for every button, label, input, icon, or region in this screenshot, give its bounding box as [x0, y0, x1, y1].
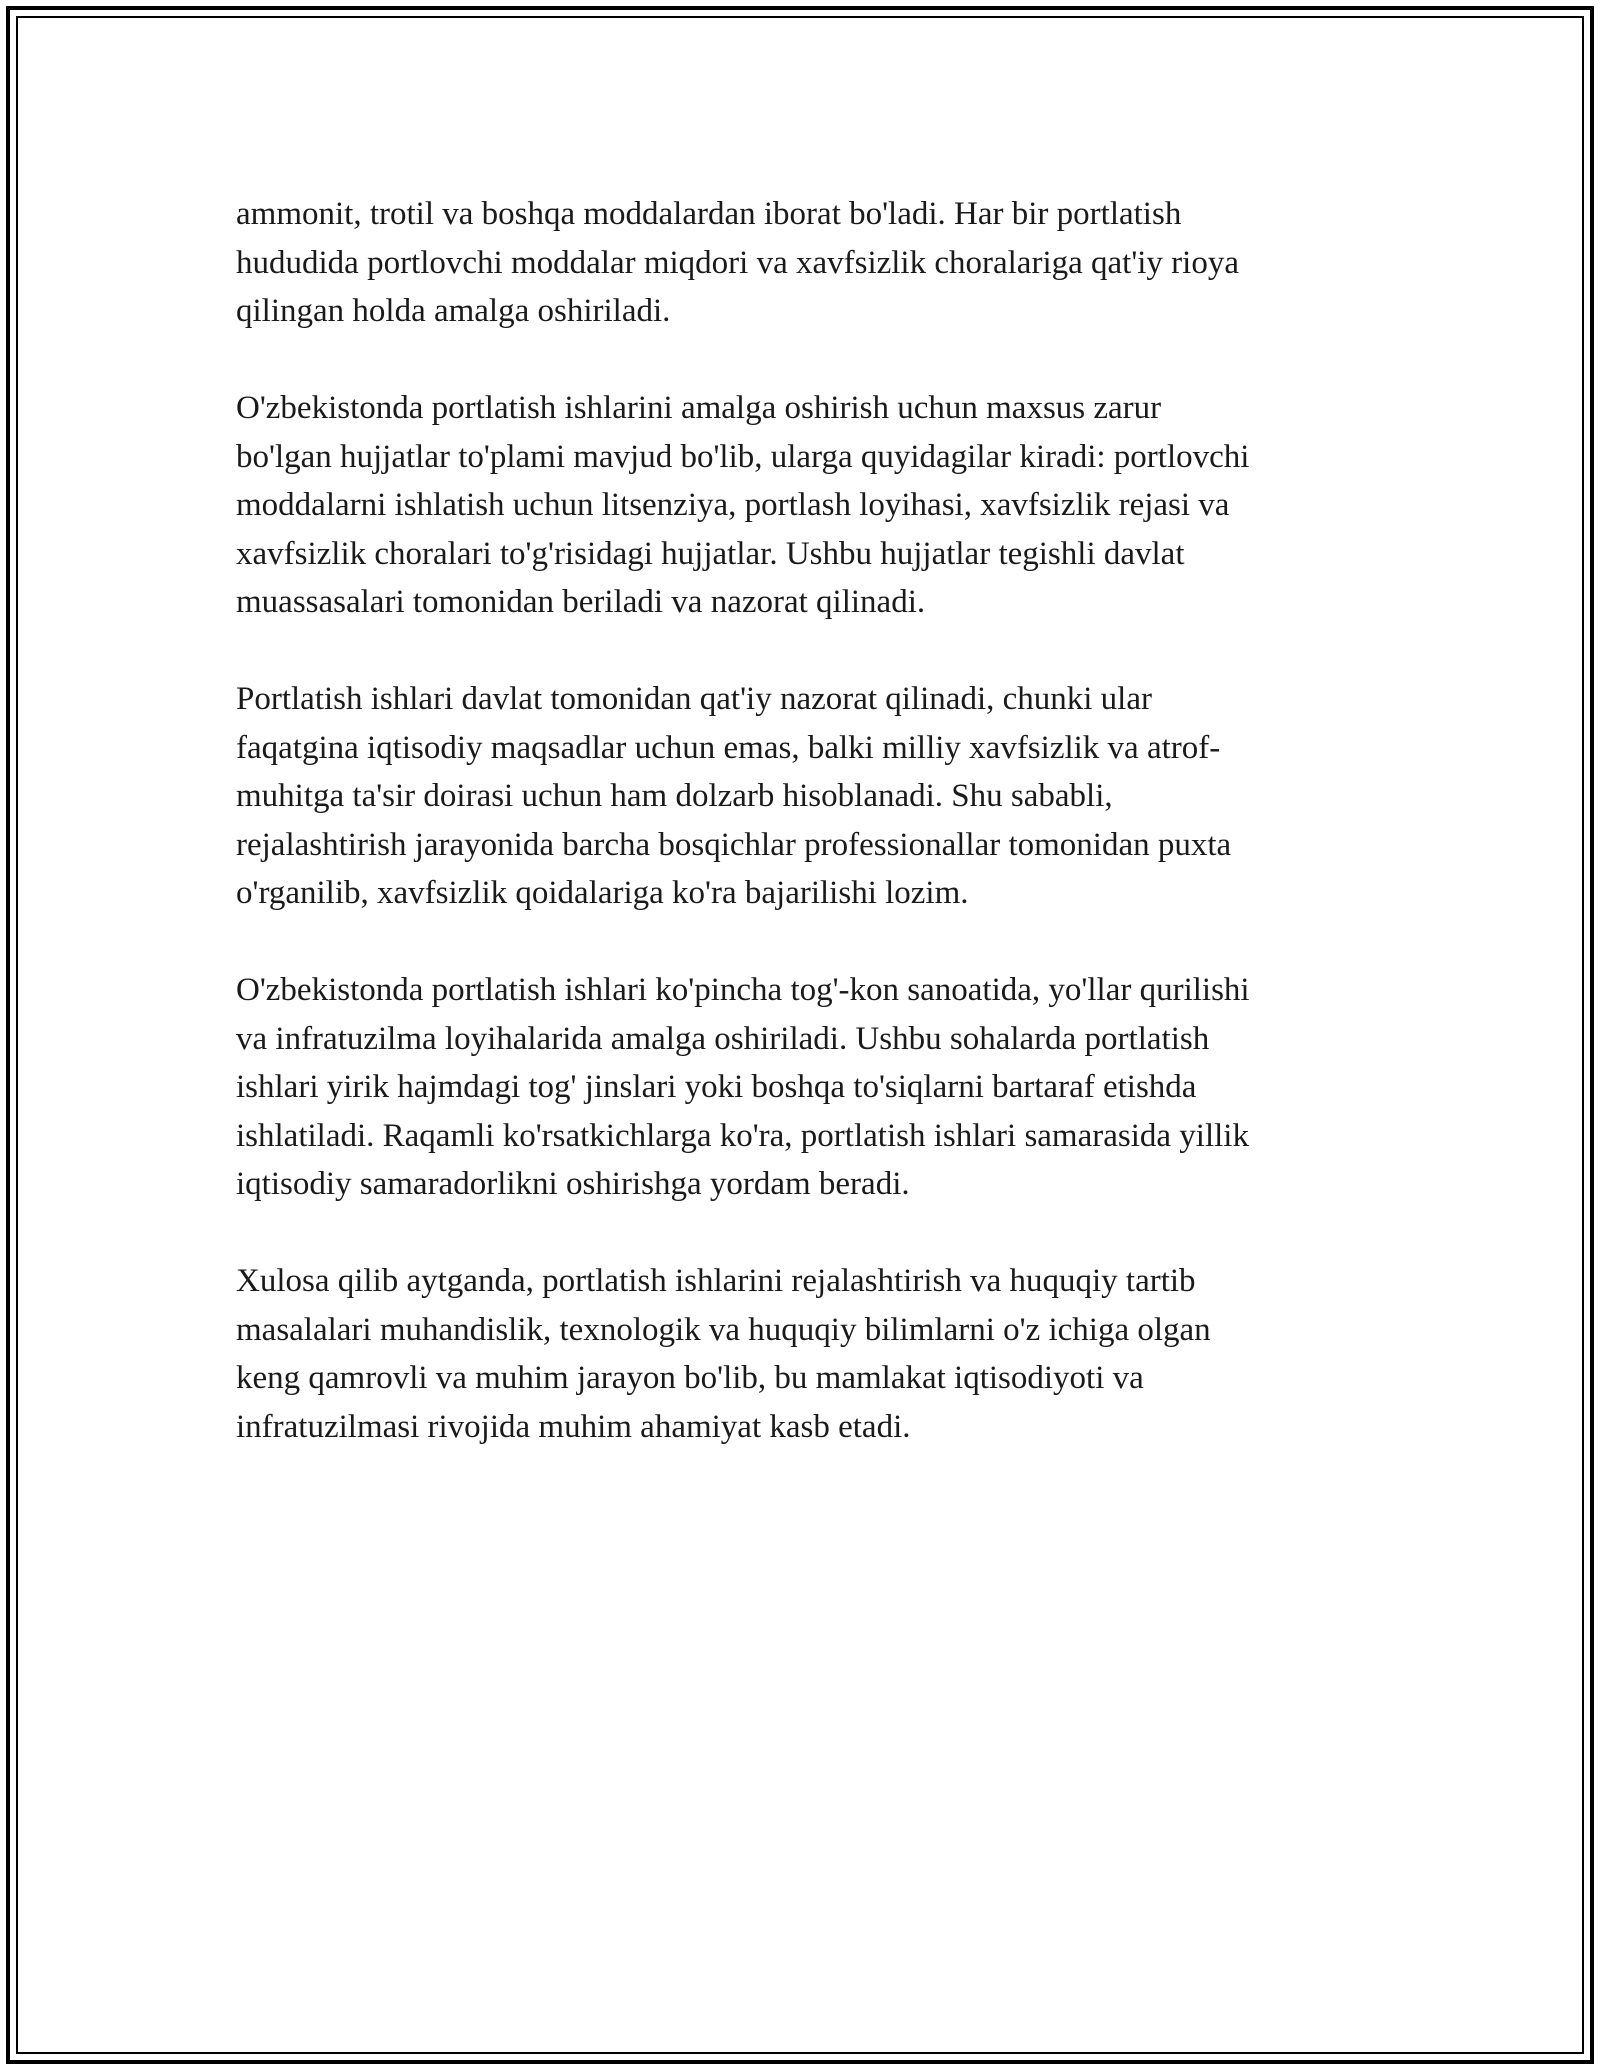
text-line: bo'lgan hujjatlar to'plami mavjud bo'lib, ularga quyidagilar kiradi: portlovchi [236, 438, 1250, 475]
text-line: va infratuzilma loyihalarida amalga oshiriladi. Ushbu sohalarda portlatish [236, 1020, 1210, 1057]
paragraph-3 [236, 675, 1376, 918]
text-line: keng qamrovli va muhim jarayon bo'lib, bu mamlakat iqtisodiyoti va [236, 1360, 1144, 1396]
paragraph-5 [236, 1257, 1376, 1451]
text-line: ishlatiladi. Raqamli ko'rsatkichlarga ko'ra, portlatish ishlari samarasida yillik [236, 1117, 1249, 1154]
text-line: muhitga ta'sir doirasi uchun ham dolzarb hisoblanadi. Shu sababli, [236, 778, 1113, 814]
text-line: ammonit, trotil va boshqa moddalardan iborat bo'ladi. Har bir portlatish [236, 196, 1182, 232]
text-line: hududida portlovchi moddalar miqdori va xavfsizlik choralariga qat'iy rioya [236, 244, 1239, 281]
paragraph-2 [236, 384, 1376, 627]
document-body [236, 190, 1376, 1500]
text-line: O'zbekistonda portlatish ishlarini amalga oshirish uchun maxsus zarur [236, 390, 1162, 426]
paragraph-4 [236, 966, 1376, 1209]
text-line: qilingan holda amalga oshiriladi. [236, 293, 671, 329]
text-line: moddalarni ishlatish uchun litsenziya, portlash loyihasi, xavfsizlik rejasi va [236, 487, 1230, 523]
text-line: o'rganilib, xavfsizlik qoidalariga ko'ra bajarilishi lozim. [236, 875, 969, 911]
text-line: xavfsizlik choralari to'g'risidagi hujjatlar. Ushbu hujjatlar tegishli davlat [236, 535, 1185, 572]
text-line: Portlatish ishlari davlat tomonidan qat'iy nazorat qilinadi, chunki ular [236, 681, 1152, 717]
paragraph-1 [236, 190, 1376, 336]
text-line: O'zbekistonda portlatish ishlari ko'pincha tog'-kon sanoatida, yo'llar qurilishi [236, 972, 1250, 1008]
text-line: masalalari muhandislik, texnologik va huquqiy bilimlarni o'z ichiga olgan [236, 1311, 1211, 1348]
text-line: iqtisodiy samaradorlikni oshirishga yordam beradi. [236, 1166, 910, 1202]
text-line: muassasalari tomonidan beriladi va nazorat qilinadi. [236, 584, 926, 620]
text-line: infratuzilmasi rivojida muhim ahamiyat kasb etadi. [236, 1408, 911, 1445]
text-line: faqatgina iqtisodiy maqsadlar uchun emas, balki milliy xavfsizlik va atrof- [236, 729, 1221, 766]
text-line: rejalashtirish jarayonida barcha bosqichlar professionallar tomonidan puxta [236, 826, 1232, 863]
text-line: Xulosa qilib aytganda, portlatish ishlarini rejalashtirish va huquqiy tartib [236, 1263, 1196, 1299]
text-line: ishlari yirik hajmdagi tog' jinslari yoki boshqa to'siqlarni bartaraf etishda [236, 1069, 1197, 1105]
